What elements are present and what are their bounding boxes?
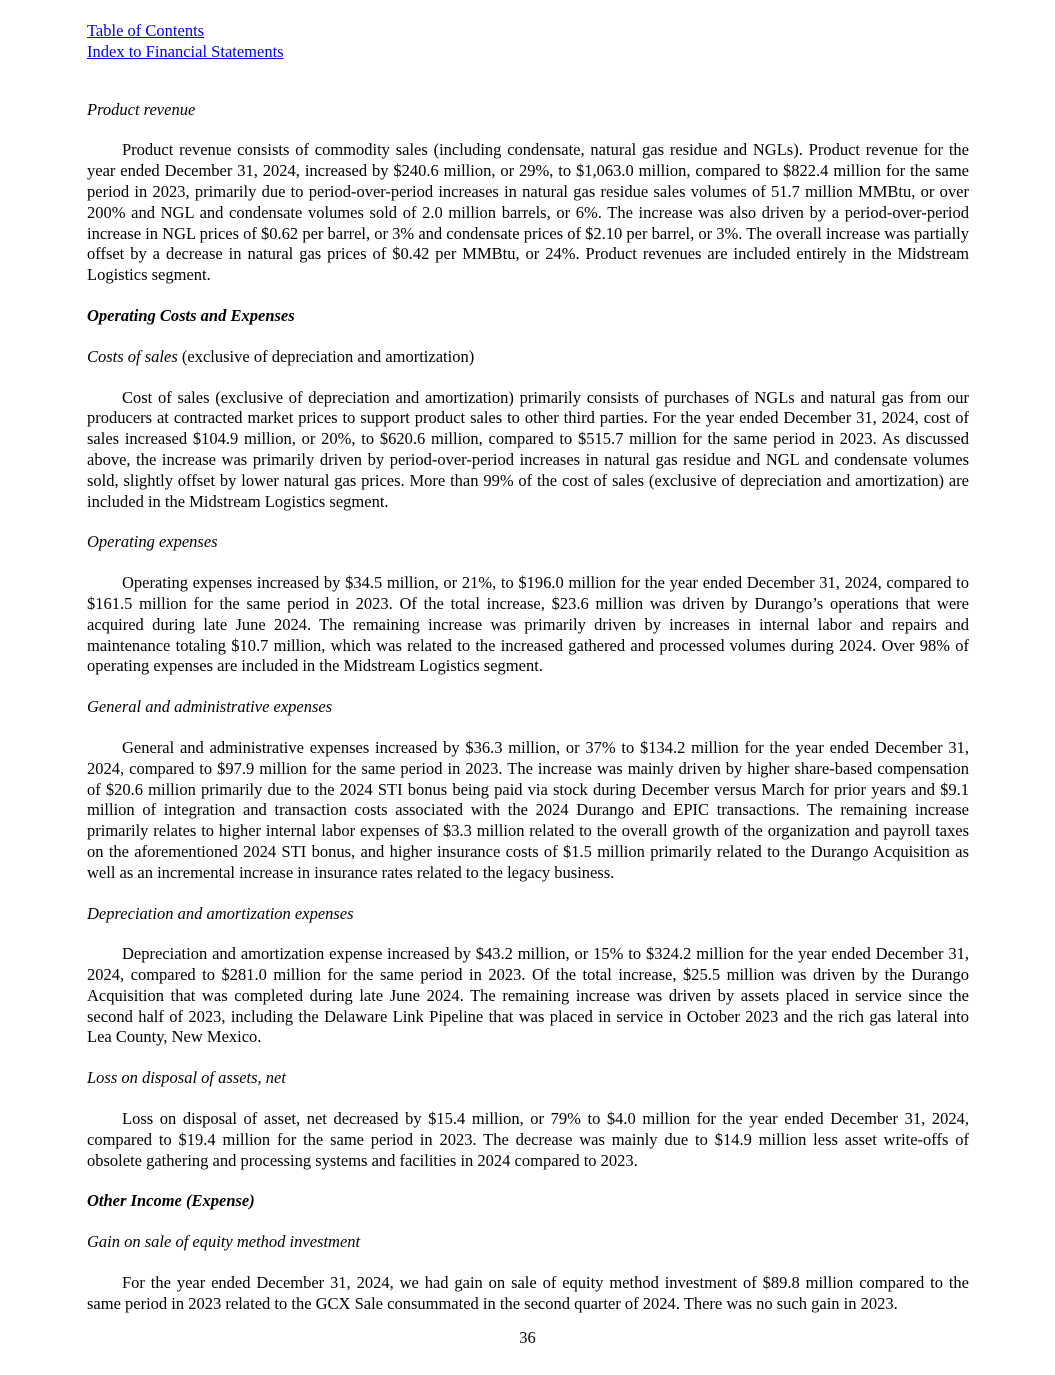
heading-operating-costs-and-expenses: Operating Costs and Expenses <box>87 305 295 325</box>
heading-operating-expenses: Operating expenses <box>87 532 218 552</box>
paragraph-depreciation-and-amortization-expenses: Depreciation and amortization expense increased by $43.2 million, or 15% to $324.2 million for the year ended December 31, 2024, compared to $281.0 million for the same period in 2023. Of the total increase, $25.5 million was driven by the Durango Acquisition that was completed during late June 2024. The remaining increase was driven by assets placed in service since the second half of 2023, including the Delaware Link Pipeline that was placed in service in October 2023 and the rich gas lateral into Lea County, New Mexico. <box>87 944 969 1047</box>
page-footer <box>0 1328 1055 1349</box>
page-number: 36 <box>519 1327 536 1347</box>
paragraph-loss-on-disposal-of-assets-net: Loss on disposal of asset, net decreased by $15.4 million, or 79% to $4.0 million for the year ended December 31, 2024, compared to $19.4 million for the same period in 2023. The decrease was mainly due to $14.9 million less asset write-offs of obsolete gathering and processing systems and facilities in 2024 compared to 2023. <box>87 1109 969 1170</box>
paragraph-product-revenue: Product revenue consists of commodity sales (including condensate, natural gas residue and NGLs). Product revenue for the year ended December 31, 2024, increased by $240.6 million, or 29%, to $1,063.0 million, compared to $822.4 million for the same period in 2023, primarily due to period-over-period increases in natural gas residue sales volumes of 51.7 million MMBtu, or over 200% and NGL and condensate volumes sold of 2.0 million barrels, or 6%. The increase was also driven by a period-over-period increase in NGL prices of $0.62 per barrel, or 3% and condensate prices of $2.10 per barrel, or 3%. The overall increase was partially offset by a decrease in natural gas prices of $0.42 per MMBtu, or 24%. Product revenues are included entirely in the Midstream Logistics segment. <box>87 140 969 285</box>
table-of-contents-link[interactable]: Table of Contents <box>87 21 205 40</box>
paragraph-costs-of-sales: Cost of sales (exclusive of depreciation and amortization) primarily consists of purchases of NGLs and natural gas from our producers at contracted market prices to support product sales to other third parties. For the year ended December 31, 2024, cost of sales increased $104.9 million, or 20%, to $620.6 million, compared to $515.7 million for the same period in 2023. As discussed above, the increase was primarily driven by period-over-period increases in natural gas residue and NGL and condensate volumes sold, slightly offset by lower natural gas prices. More than 99% of the cost of sales (exclusive of depreciation and amortization) are included in the Midstream Logistics segment. <box>87 387 969 511</box>
paragraph-general-and-administrative-expenses: General and administrative expenses increased by $36.3 million, or 37% to $134.2 million for the year ended December 31, 2024, compared to $97.9 million for the same period in 2023. The increase was mainly driven by higher share-based compensation of $20.6 million primarily due to the 2024 STI bonus being paid via stock during December versus March for prior years and $9.1 million of integration and transaction costs associated with the 2024 Durango and EPIC transactions. The remaining increase primarily relates to higher internal labor expenses of $3.3 million related to the overall growth of the organization and payroll taxes on the aforementioned 2024 STI bonus, and higher insurance costs of $1.5 million primarily related to the Durango Acquisition as well as an incremental increase in insurance rates related to the legacy business. <box>87 737 969 882</box>
paragraph-operating-expenses: Operating expenses increased by $34.5 million, or 21%, to $196.0 million for the year ended December 31, 2024, compared to $161.5 million for the same period in 2023. Of the total increase, $23.6 million was driven by Durango’s operations that were acquired during late June 2024. The remaining increase was primarily driven by increases in internal labor and repairs and maintenance totaling $10.7 million, which was related to the increased gathered and processed volumes during 2024. Over 98% of operating expenses are included in the Midstream Logistics segment. <box>87 573 969 676</box>
heading-costs-of-sales <box>87 347 969 368</box>
index-to-financial-statements-link[interactable]: Index to Financial Statements <box>87 41 284 61</box>
heading-product-revenue: Product revenue <box>87 99 196 119</box>
heading-loss-on-disposal-of-assets-net: Loss on disposal of assets, net <box>87 1068 286 1088</box>
heading-general-and-administrative-expenses: General and administrative expenses <box>87 697 333 717</box>
heading-other-income-expense: Other Income (Expense) <box>87 1191 255 1211</box>
heading-costs-of-sales-italic-part: Costs of sales <box>87 346 178 366</box>
paragraph-gain-on-sale-of-equity-method-investment: For the year ended December 31, 2024, we had gain on sale of equity method investment of $89.8 million compared to the same period in 2023 related to the GCX Sale consummated in the second quarter of 2024. There was no such gain in 2023. <box>87 1273 969 1313</box>
heading-gain-on-sale-of-equity-method-investment: Gain on sale of equity method investment <box>87 1232 361 1252</box>
top-links <box>87 21 969 63</box>
heading-depreciation-and-amortization-expenses: Depreciation and amortization expenses <box>87 903 354 923</box>
heading-costs-of-sales-regular-part: (exclusive of depreciation and amortization) <box>177 346 475 366</box>
